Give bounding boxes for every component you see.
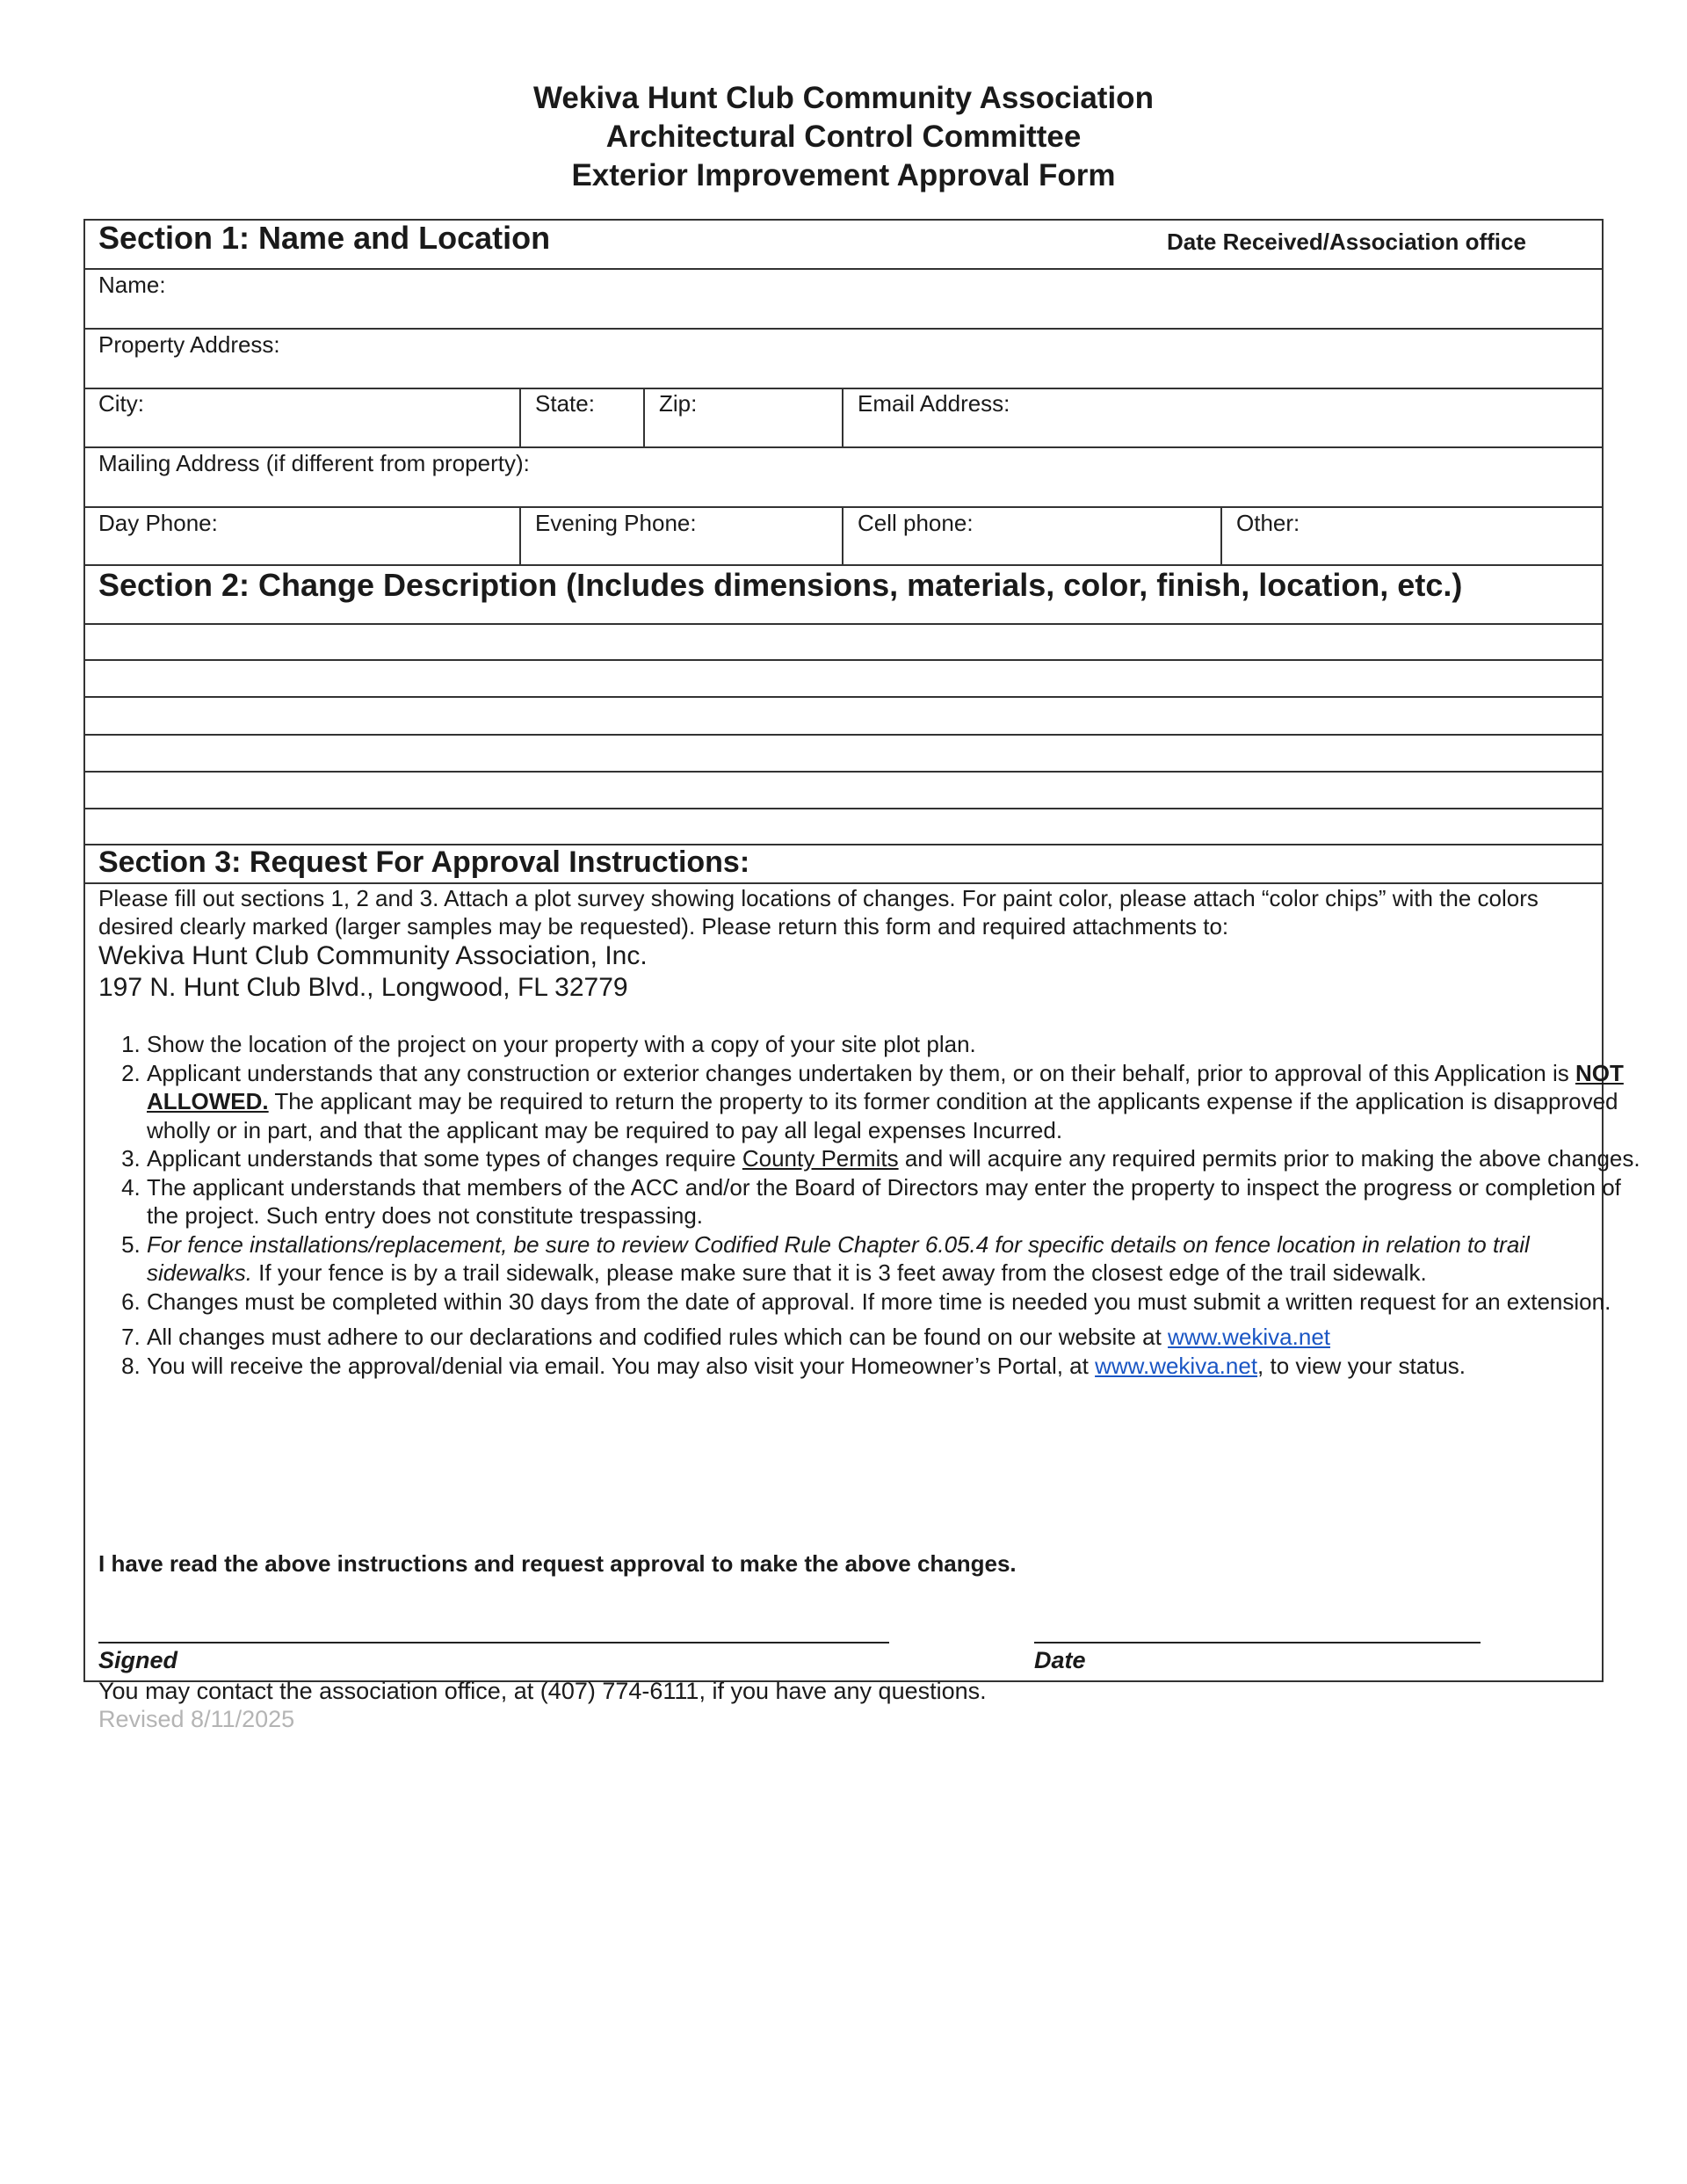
divider-cell-other — [1220, 506, 1222, 564]
portal-link[interactable]: www.wekiva.net — [1095, 1352, 1258, 1379]
description-line-3 — [83, 734, 1604, 736]
rule-after-section2-title — [83, 623, 1604, 625]
association-title: Wekiva Hunt Club Community Association — [533, 81, 1154, 115]
evening-phone-field[interactable]: Evening Phone: — [535, 510, 697, 536]
acknowledgement-text: I have read the above instructions and request approval to make the above changes. — [98, 1550, 1017, 1577]
date-label: Date — [1034, 1647, 1086, 1673]
instruction-item-6: 6. Changes must be completed within 30 days from the date of approval. If more time is needed you must submit a written request for an extension. — [147, 1288, 1640, 1317]
return-address-line-1: Wekiva Hunt Club Community Association, Inc. — [98, 941, 648, 970]
divider-state-zip — [643, 388, 645, 446]
rule-after-phone-row — [83, 564, 1604, 566]
rule-after-city-row — [83, 446, 1604, 448]
description-line-2 — [83, 696, 1604, 698]
contact-note: You may contact the association office, at (407) 774-6111, if you have any questions. — [98, 1678, 987, 1704]
committee-title: Architectural Control Committee — [605, 120, 1082, 154]
revision-date: Revised 8/11/2025 — [98, 1706, 295, 1732]
instruction-item-8: 8. You will receive the approval/denial via email. You may also visit your Homeowner’s Portal, at www.wekiva.net, to view your status. — [147, 1352, 1640, 1381]
signed-label: Signed — [98, 1647, 178, 1673]
city-field[interactable]: City: — [98, 390, 144, 417]
instruction-item-5: 5. For fence installations/replacement, be sure to review Codified Rule Chapter 6.05.4 for specific details on fence location in relation to trail sidewalks. If your fence is by a trail sidewalk, please make sure that it is 3 feet away from the closest edge of the trail sidewalk. — [147, 1230, 1640, 1288]
other-phone-field[interactable]: Other: — [1236, 510, 1300, 536]
rule-after-name — [83, 328, 1604, 330]
county-permits-text: County Permits — [742, 1145, 899, 1172]
property-address-field[interactable]: Property Address: — [98, 331, 280, 358]
cell-phone-field[interactable]: Cell phone: — [858, 510, 974, 536]
description-line-1 — [83, 659, 1604, 661]
divider-zip-email — [842, 388, 844, 446]
instructions-intro: Please fill out sections 1, 2 and 3. Attach a plot survey showing locations of changes. For paint color, please attach “color chips” with the colors desired clearly marked (larger samples may be requested). Please return this form and required attachments to: — [98, 885, 1539, 940]
rule-after-property-address — [83, 388, 1604, 389]
instruction-item-7: 7. All changes must adhere to our declarations and codified rules which can be found on our website at www.wekiva.net — [147, 1323, 1640, 1352]
name-field[interactable]: Name: — [98, 272, 166, 298]
section3-title: Section 3: Request For Approval Instructions: — [98, 845, 750, 879]
divider-evening-cell — [842, 506, 844, 564]
instruction-list — [98, 1030, 1640, 1380]
instruction-item-3: 3. Applicant understands that some types of changes require County Permits and will acquire any required permits prior to making the above changes. — [147, 1144, 1640, 1173]
divider-city-state — [519, 388, 521, 446]
instruction-item-4: 4. The applicant understands that members of the ACC and/or the Board of Directors may enter the property to inspect the progress or completion of the project. Such entry does not constitute trespassing. — [147, 1173, 1640, 1230]
form-header — [0, 79, 1687, 195]
description-line-5 — [83, 808, 1604, 809]
date-line[interactable] — [1034, 1642, 1481, 1643]
rule-after-mailing — [83, 506, 1604, 508]
rule-after-section1-title — [83, 268, 1604, 270]
form-title: Exterior Improvement Approval Form — [571, 158, 1116, 192]
instruction-item-2: 2. Applicant understands that any construction or exterior changes undertaken by them, or on their behalf, prior to approval of this Application is NOT ALLOWED. The applicant may be required to return the property to its former condition at the applicants expense if the application is disapproved wholly or in part, and that the applicant may be required to pay all legal expenses Incurred. — [147, 1059, 1640, 1145]
day-phone-field[interactable]: Day Phone: — [98, 510, 218, 536]
description-line-4 — [83, 771, 1604, 773]
instruction-item-1: 1. Show the location of the project on your property with a copy of your site plot plan. — [147, 1030, 1640, 1059]
state-field[interactable]: State: — [535, 390, 595, 417]
website-link[interactable]: www.wekiva.net — [1168, 1324, 1331, 1350]
date-received-label: Date Received/Association office — [1167, 229, 1526, 255]
email-field[interactable]: Email Address: — [858, 390, 1010, 417]
section1-title: Section 1: Name and Location — [98, 220, 551, 256]
zip-field[interactable]: Zip: — [659, 390, 698, 417]
mailing-address-field[interactable]: Mailing Address (if different from property): — [98, 450, 530, 476]
return-address-line-2: 197 N. Hunt Club Blvd., Longwood, FL 32779 — [98, 973, 628, 1002]
signature-line[interactable] — [98, 1642, 889, 1643]
not-allowed-emphasis: NOT ALLOWED. — [147, 1059, 1624, 1114]
section2-title: Section 2: Change Description (Includes dimensions, materials, color, finish, location, etc.) — [98, 567, 1463, 603]
divider-day-evening — [519, 506, 521, 564]
